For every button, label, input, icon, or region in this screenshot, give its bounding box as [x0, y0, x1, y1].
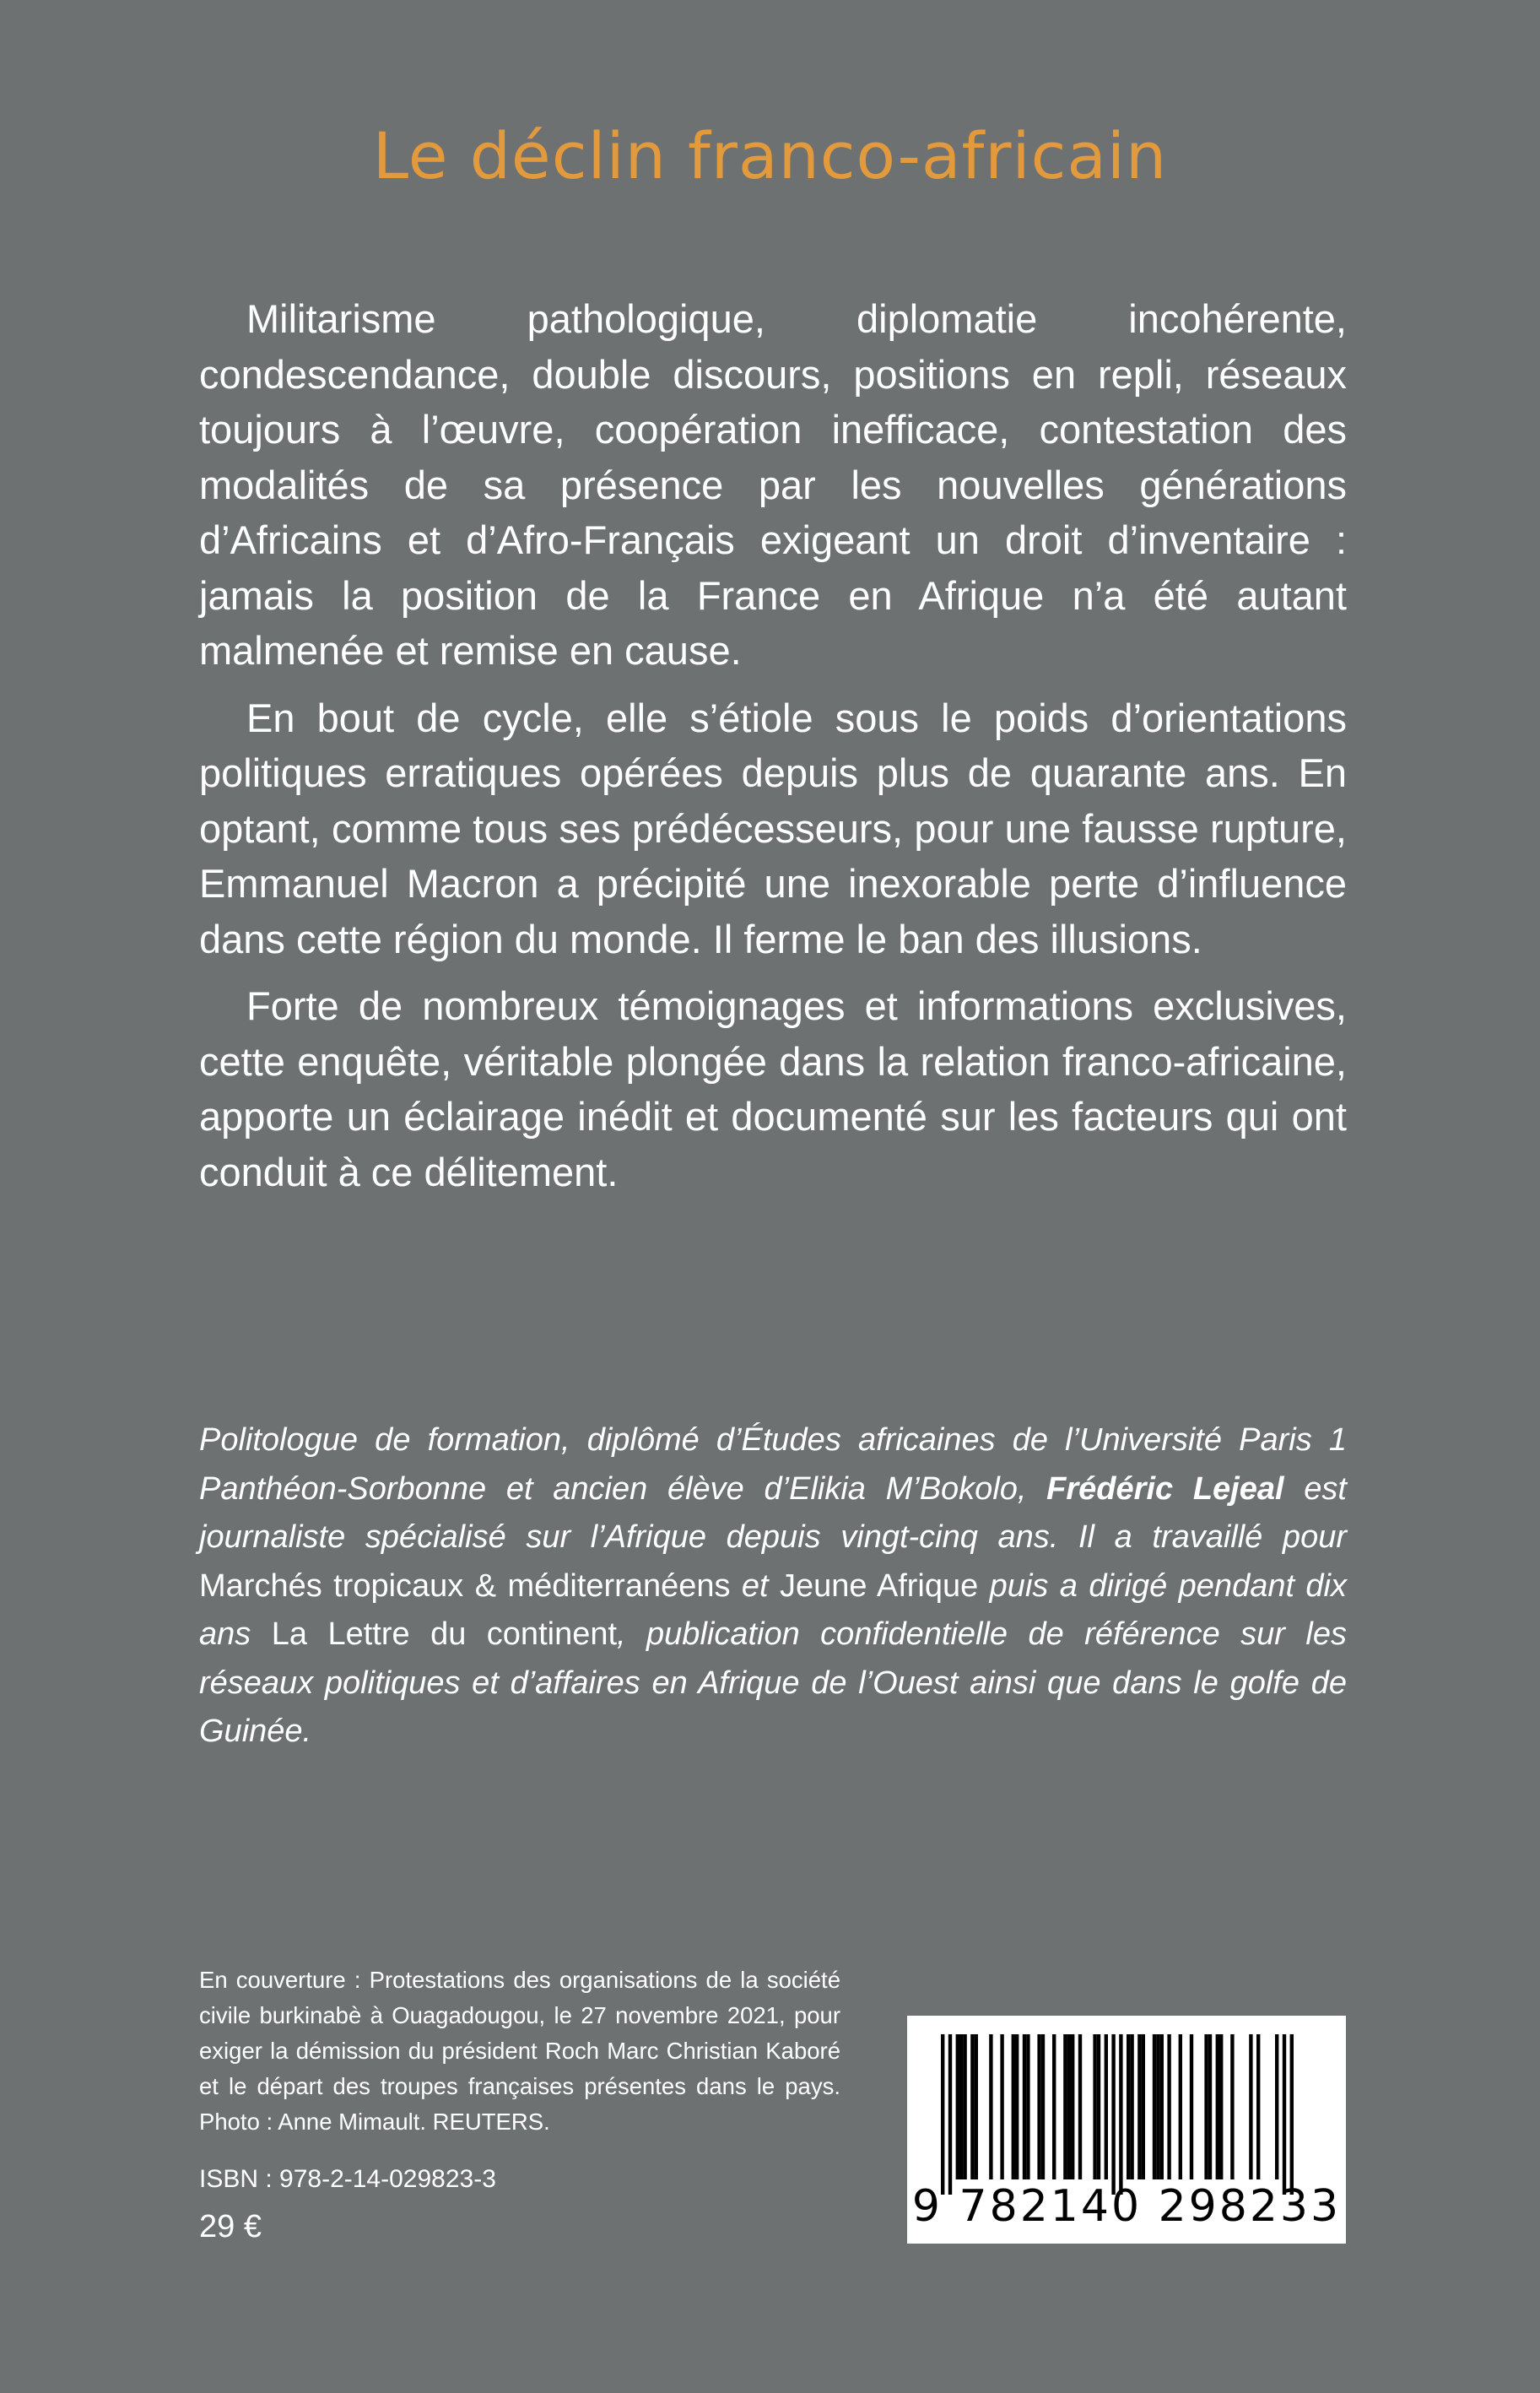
- barcode-bar: [956, 2034, 959, 2179]
- barcode-bar: [1179, 2034, 1182, 2179]
- barcode-bar: [1283, 2034, 1286, 2195]
- blurb-paragraph-1: Militarisme pathologique, diplomatie incohérente, condescendance, double discours, positions en repli, réseaux toujours à l’œuvre, coopération inefficace, contestation des modalités de sa présence par les nouvelles générations d’Africains et d’Afro-Français exigeant un droit d’inventaire : jamais la position de la France en Afrique n’a été autant malmenée et remise en cause.: [199, 296, 1347, 673]
- barcode-bar: [1216, 2034, 1219, 2179]
- publication-name-3: La Lettre du continent: [271, 1616, 618, 1652]
- barcode-bar: [1052, 2034, 1056, 2179]
- barcode-bar: [1015, 2034, 1019, 2179]
- publication-name-2: Jeune Afrique: [780, 1567, 979, 1604]
- barcode-bar: [1230, 2034, 1234, 2179]
- author-name: Frédéric Lejeal: [1046, 1470, 1284, 1507]
- barcode-bar: [1037, 2034, 1040, 2179]
- back-cover-blurb: [199, 291, 1347, 1211]
- barcode-bar: [1071, 2034, 1074, 2179]
- barcode-bar: [1160, 2034, 1164, 2179]
- barcode-bar: [1119, 2034, 1122, 2195]
- barcode-bar: [1067, 2034, 1071, 2179]
- cover-photo-credit: En couverture : Protestations des organisations de la société civile burkinabè à Ouagadougou, le 27 novembre 2021, pour exiger la démission du président Roch Marc Christian Kaboré et le départ des troupes françaises présentes dans le pays. Photo : Anne Mimault. REUTERS.: [199, 1967, 840, 2135]
- barcode-bar: [1012, 2034, 1015, 2179]
- barcode-bar: [1130, 2034, 1133, 2179]
- barcode-bar: [1127, 2034, 1130, 2179]
- barcode-bar: [959, 2034, 963, 2179]
- barcode-bar: [1105, 2034, 1108, 2179]
- barcode-bar: [1249, 2034, 1252, 2179]
- barcode: [907, 2016, 1346, 2244]
- barcode-bar: [1023, 2034, 1026, 2179]
- bio-text-1: Politologue de formation, diplômé d’Études africaines de l’Université Paris 1 Panthéon-Sorbonne et ancien élève d’Elikia M’Bokolo,: [199, 1422, 1347, 1507]
- barcode-bar: [1190, 2034, 1193, 2179]
- author-bio: [199, 1416, 1347, 1757]
- barcode-bar: [1153, 2034, 1156, 2179]
- barcode-bar: [970, 2034, 974, 2179]
- blurb-paragraph-3: Forte de nombreux témoignages et informations exclusives, cette enquête, véritable plongée dans la relation franco-africaine, apporte un éclairage inédit et documenté sur les facteurs qui ont conduit à ce délitement.: [199, 983, 1347, 1194]
- barcode-bar: [989, 2034, 992, 2179]
- publication-name-1: Marchés tropicaux & méditerranéens: [199, 1567, 731, 1604]
- barcode-bar: [1000, 2034, 1003, 2179]
- barcode-bar: [1256, 2034, 1260, 2179]
- bio-text-3: et: [741, 1567, 769, 1604]
- barcode-bar: [1111, 2034, 1115, 2195]
- barcode-bar: [1137, 2034, 1141, 2179]
- bio-text-4: puis a dirigé pendant dix ans: [199, 1567, 1348, 1652]
- isbn: ISBN : 978-2-14-029823-3: [199, 2165, 496, 2193]
- barcode-bar: [1208, 2034, 1212, 2179]
- bio-text-5: , publication confidentielle de référence sur les réseaux politiques et d’affaires en Afrique de l’Ouest ainsi que dans le golfe de Guinée.: [199, 1616, 1347, 1749]
- barcode-digits: 9 782140 298233: [911, 2181, 1342, 2232]
- barcode-bar: [963, 2034, 966, 2179]
- barcode-bar: [1097, 2034, 1100, 2179]
- barcode-bar: [1142, 2034, 1145, 2179]
- barcode-bar: [1204, 2034, 1208, 2179]
- barcode-bar: [1093, 2034, 1096, 2179]
- barcode-bar: [1026, 2034, 1029, 2179]
- barcode-bar: [1219, 2034, 1223, 2179]
- book-title: Le déclin franco-africain: [372, 118, 1168, 193]
- barcode-bar: [1275, 2034, 1278, 2179]
- price: 29 €: [199, 2209, 262, 2244]
- barcode-bar: [1156, 2034, 1159, 2179]
- barcode-bar: [1290, 2034, 1294, 2195]
- barcode-bar: [1078, 2034, 1082, 2179]
- bio-text-2: est journaliste spécialisé sur l’Afrique depuis vingt-cinq ans. Il a travaillé pour: [199, 1470, 1347, 1555]
- barcode-bar: [1041, 2034, 1045, 2179]
- barcode-bar: [948, 2034, 952, 2195]
- barcode-bar: [975, 2034, 978, 2179]
- barcode-bar: [941, 2034, 944, 2195]
- barcode-bar: [1063, 2034, 1067, 2179]
- barcode-bar: [1167, 2034, 1170, 2179]
- blurb-paragraph-2: En bout de cycle, elle s’étiole sous le poids d’orientations politiques erratiques opérées depuis plus de quarante ans. En optant, comme tous ses prédécesseurs, pour une fausse rupture, Emmanuel Macron a précipité une inexorable perte d’influence dans cette région du monde. Il ferme le ban des illusions.: [199, 695, 1347, 961]
